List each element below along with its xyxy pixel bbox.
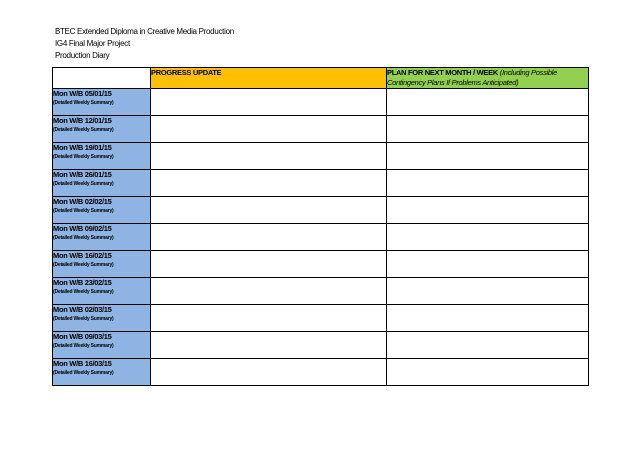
week-subtitle: (Detailed Weekly Summary) <box>53 181 114 187</box>
table-row <box>53 143 589 170</box>
week-subtitle: (Detailed Weekly Summary) <box>53 370 114 376</box>
plan-entry-cell[interactable] <box>387 359 589 386</box>
project-title: IG4 Final Major Project <box>55 39 130 48</box>
progress-entry-cell[interactable] <box>151 332 387 359</box>
week-subtitle: (Detailed Weekly Summary) <box>53 289 114 295</box>
week-subtitle: (Detailed Weekly Summary) <box>53 100 114 106</box>
week-cell <box>53 170 151 197</box>
plan-heading-italic: (Including Possible Contingency Plans If Problems Anticipated) <box>387 68 558 87</box>
plan-entry-cell[interactable] <box>387 224 589 251</box>
plan-entry-cell[interactable] <box>387 197 589 224</box>
progress-entry-cell[interactable] <box>151 224 387 251</box>
week-label: Mon W/B 02/02/15 <box>53 197 112 206</box>
plan-entry-cell[interactable] <box>387 251 589 278</box>
week-subtitle: (Detailed Weekly Summary) <box>53 316 114 322</box>
plan-entry-cell[interactable] <box>387 332 589 359</box>
table-row <box>53 170 589 197</box>
week-cell <box>53 278 151 305</box>
plan-entry-cell[interactable] <box>387 89 589 116</box>
document-header <box>55 26 234 62</box>
week-label: Mon W/B 05/01/15 <box>53 89 112 98</box>
progress-entry-cell[interactable] <box>151 305 387 332</box>
week-subtitle: (Detailed Weekly Summary) <box>53 262 114 268</box>
week-subtitle: (Detailed Weekly Summary) <box>53 127 114 133</box>
week-cell <box>53 143 151 170</box>
week-subtitle: (Detailed Weekly Summary) <box>53 235 114 241</box>
table-row <box>53 89 589 116</box>
table-row <box>53 197 589 224</box>
progress-entry-cell[interactable] <box>151 89 387 116</box>
table-row <box>53 359 589 386</box>
table-row <box>53 116 589 143</box>
week-label: Mon W/B 16/03/15 <box>53 359 112 368</box>
week-label: Mon W/B 02/03/15 <box>53 305 112 314</box>
progress-entry-cell[interactable] <box>151 116 387 143</box>
week-label: Mon W/B 12/01/15 <box>53 116 112 125</box>
plan-next-header <box>387 68 589 89</box>
progress-entry-cell[interactable] <box>151 251 387 278</box>
table-row <box>53 251 589 278</box>
table-row <box>53 278 589 305</box>
progress-entry-cell[interactable] <box>151 359 387 386</box>
week-label: Mon W/B 16/02/15 <box>53 251 112 260</box>
course-title: BTEC Extended Diploma in Creative Media Production <box>55 27 234 36</box>
progress-update-header: PROGRESS UPDATE <box>151 68 387 89</box>
progress-entry-cell[interactable] <box>151 278 387 305</box>
table-row <box>53 305 589 332</box>
plan-entry-cell[interactable] <box>387 278 589 305</box>
table-row <box>53 332 589 359</box>
production-diary-table <box>52 67 589 386</box>
plan-entry-cell[interactable] <box>387 143 589 170</box>
plan-entry-cell[interactable] <box>387 116 589 143</box>
progress-entry-cell[interactable] <box>151 143 387 170</box>
week-label: Mon W/B 26/01/15 <box>53 170 112 179</box>
plan-heading-bold: PLAN FOR NEXT MONTH / WEEK <box>387 68 498 77</box>
table-row <box>53 224 589 251</box>
week-cell <box>53 224 151 251</box>
week-cell <box>53 251 151 278</box>
week-label: Mon W/B 19/01/15 <box>53 143 112 152</box>
week-subtitle: (Detailed Weekly Summary) <box>53 154 114 160</box>
progress-entry-cell[interactable] <box>151 197 387 224</box>
week-label: Mon W/B 09/03/15 <box>53 332 112 341</box>
diary-title: Production Diary <box>55 51 110 60</box>
progress-entry-cell[interactable] <box>151 170 387 197</box>
week-cell <box>53 359 151 386</box>
week-cell <box>53 89 151 116</box>
plan-entry-cell[interactable] <box>387 170 589 197</box>
week-cell <box>53 305 151 332</box>
week-cell <box>53 116 151 143</box>
table-header-row <box>53 68 589 89</box>
week-cell <box>53 332 151 359</box>
plan-entry-cell[interactable] <box>387 305 589 332</box>
week-cell <box>53 197 151 224</box>
blank-header-cell <box>53 68 151 89</box>
week-subtitle: (Detailed Weekly Summary) <box>53 208 114 214</box>
week-subtitle: (Detailed Weekly Summary) <box>53 343 114 349</box>
week-label: Mon W/B 09/02/15 <box>53 224 112 233</box>
week-label: Mon W/B 23/02/15 <box>53 278 112 287</box>
